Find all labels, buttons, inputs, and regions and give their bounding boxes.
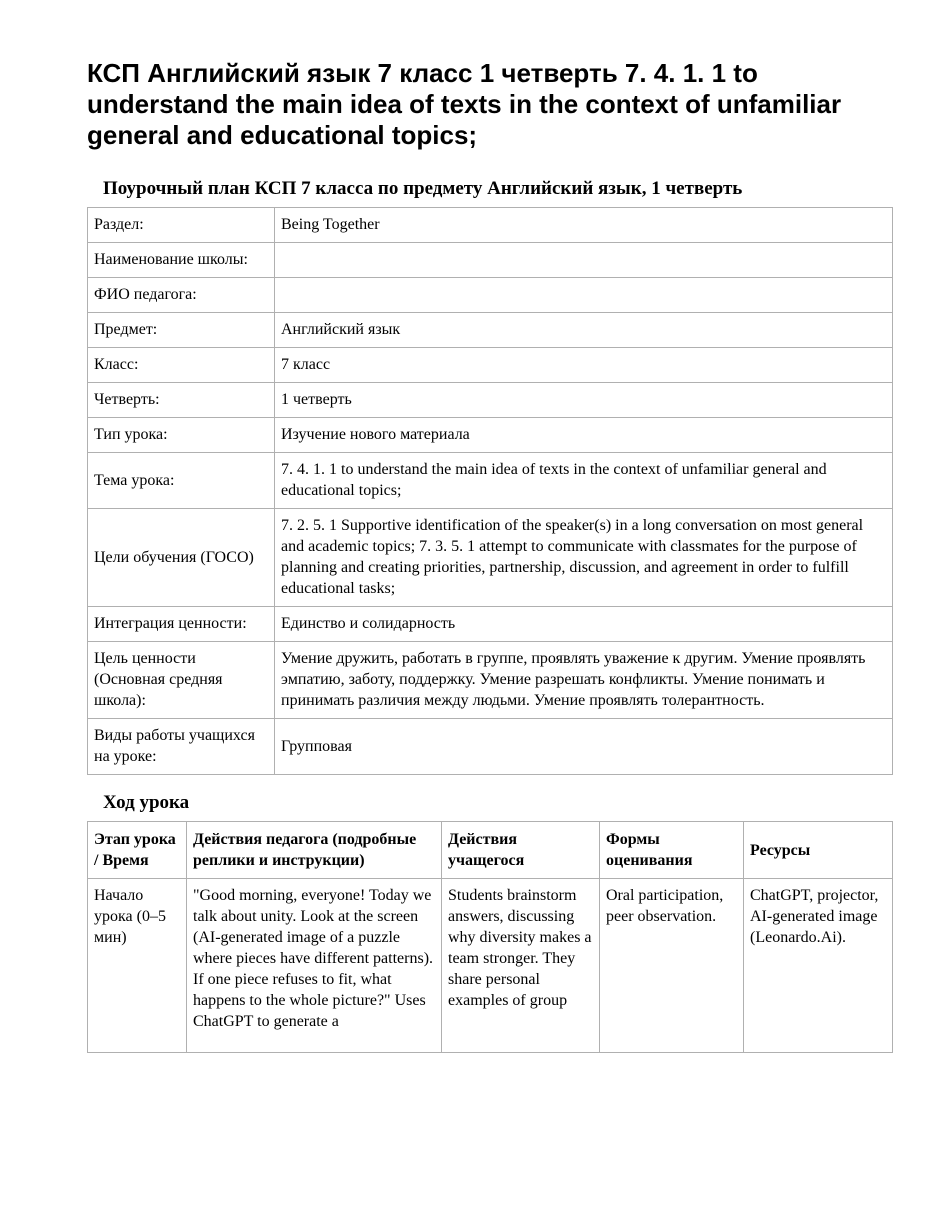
lesson-progress-table — [87, 821, 893, 1053]
info-value — [275, 278, 893, 313]
info-value — [275, 243, 893, 278]
info-label: Наименование школы: — [88, 243, 275, 278]
info-value: Английский язык — [275, 313, 893, 348]
info-value: Групповая — [275, 719, 893, 775]
info-label: ФИО педагога: — [88, 278, 275, 313]
info-label: Тема урока: — [88, 453, 275, 509]
info-row-topic — [88, 453, 893, 509]
teacher-actions-cell: "Good morning, everyone! Today we talk about unity. Look at the screen (AI-generated image of a puzzle where pieces have different patterns). If one piece refuses to fit, what happens to the whole picture?" Uses ChatGPT to generate a — [187, 879, 442, 1053]
column-header-stage: Этап урока / Время — [88, 822, 187, 879]
info-row-quarter — [88, 383, 893, 418]
info-value: 7. 2. 5. 1 Supportive identification of the speaker(s) in a long conversation on most general and academic topics; 7. 3. 5. 1 attempt to communicate with classmates for the purpose of planning and creating priorities, partnership, discussion, and agreement in order to fulfill educational tasks; — [275, 509, 893, 607]
info-label: Цель ценности (Основная средняя школа): — [88, 642, 275, 719]
column-header-teacher-actions: Действия педагога (подробные реплики и инструкции) — [187, 822, 442, 879]
info-row-school — [88, 243, 893, 278]
info-label: Цели обучения (ГОСО) — [88, 509, 275, 607]
info-label: Четверть: — [88, 383, 275, 418]
info-value: Being Together — [275, 208, 893, 243]
lesson-progress-heading: Ход урока — [103, 792, 190, 813]
info-value: Единство и солидарность — [275, 607, 893, 642]
table-row — [88, 879, 893, 1053]
document-title: КСП Английский язык 7 класс 1 четверть 7. 4. 1. 1 to understand the main idea of texts in the context of unfamiliar general and educational topics; — [87, 58, 842, 150]
info-row-value-goal — [88, 642, 893, 719]
info-row-objectives — [88, 509, 893, 607]
info-row-work-types — [88, 719, 893, 775]
lesson-table-header-row — [88, 822, 893, 879]
info-row-lesson-type — [88, 418, 893, 453]
info-label: Тип урока: — [88, 418, 275, 453]
resources-cell: ChatGPT, projector, AI-generated image (Leonardo.Ai). — [744, 879, 893, 1053]
info-value: 1 четверть — [275, 383, 893, 418]
info-label: Раздел: — [88, 208, 275, 243]
info-row-subject — [88, 313, 893, 348]
info-row-teacher — [88, 278, 893, 313]
info-value: 7. 4. 1. 1 to understand the main idea of texts in the context of unfamiliar general and educational topics; — [275, 453, 893, 509]
column-header-resources: Ресурсы — [744, 822, 893, 879]
info-label: Виды работы учащихся на уроке: — [88, 719, 275, 775]
info-label: Класс: — [88, 348, 275, 383]
info-label: Интеграция ценности: — [88, 607, 275, 642]
info-row-value-integration — [88, 607, 893, 642]
info-row-section — [88, 208, 893, 243]
plan-heading: Поурочный план КСП 7 класса по предмету Английский язык, 1 четверть — [103, 178, 743, 199]
info-label: Предмет: — [88, 313, 275, 348]
column-header-assessment: Формы оценивания — [600, 822, 744, 879]
assessment-cell: Oral participation, peer observation. — [600, 879, 744, 1053]
lesson-info-table — [87, 207, 893, 775]
info-value: 7 класс — [275, 348, 893, 383]
column-header-student-actions: Действия учащегося — [442, 822, 600, 879]
document-page — [87, 58, 893, 1053]
student-actions-cell: Students brainstorm answers, discussing why diversity makes a team stronger. They share personal examples of group — [442, 879, 600, 1053]
info-row-grade — [88, 348, 893, 383]
info-value: Изучение нового материала — [275, 418, 893, 453]
info-value: Умение дружить, работать в группе, проявлять уважение к другим. Умение проявлять эмпатию, заботу, поддержку. Умение разрешать конфликты. Умение понимать и принимать различия между людьми. Умение проявлять толерантность. — [275, 642, 893, 719]
stage-cell: Начало урока (0–5 мин) — [88, 879, 187, 1053]
